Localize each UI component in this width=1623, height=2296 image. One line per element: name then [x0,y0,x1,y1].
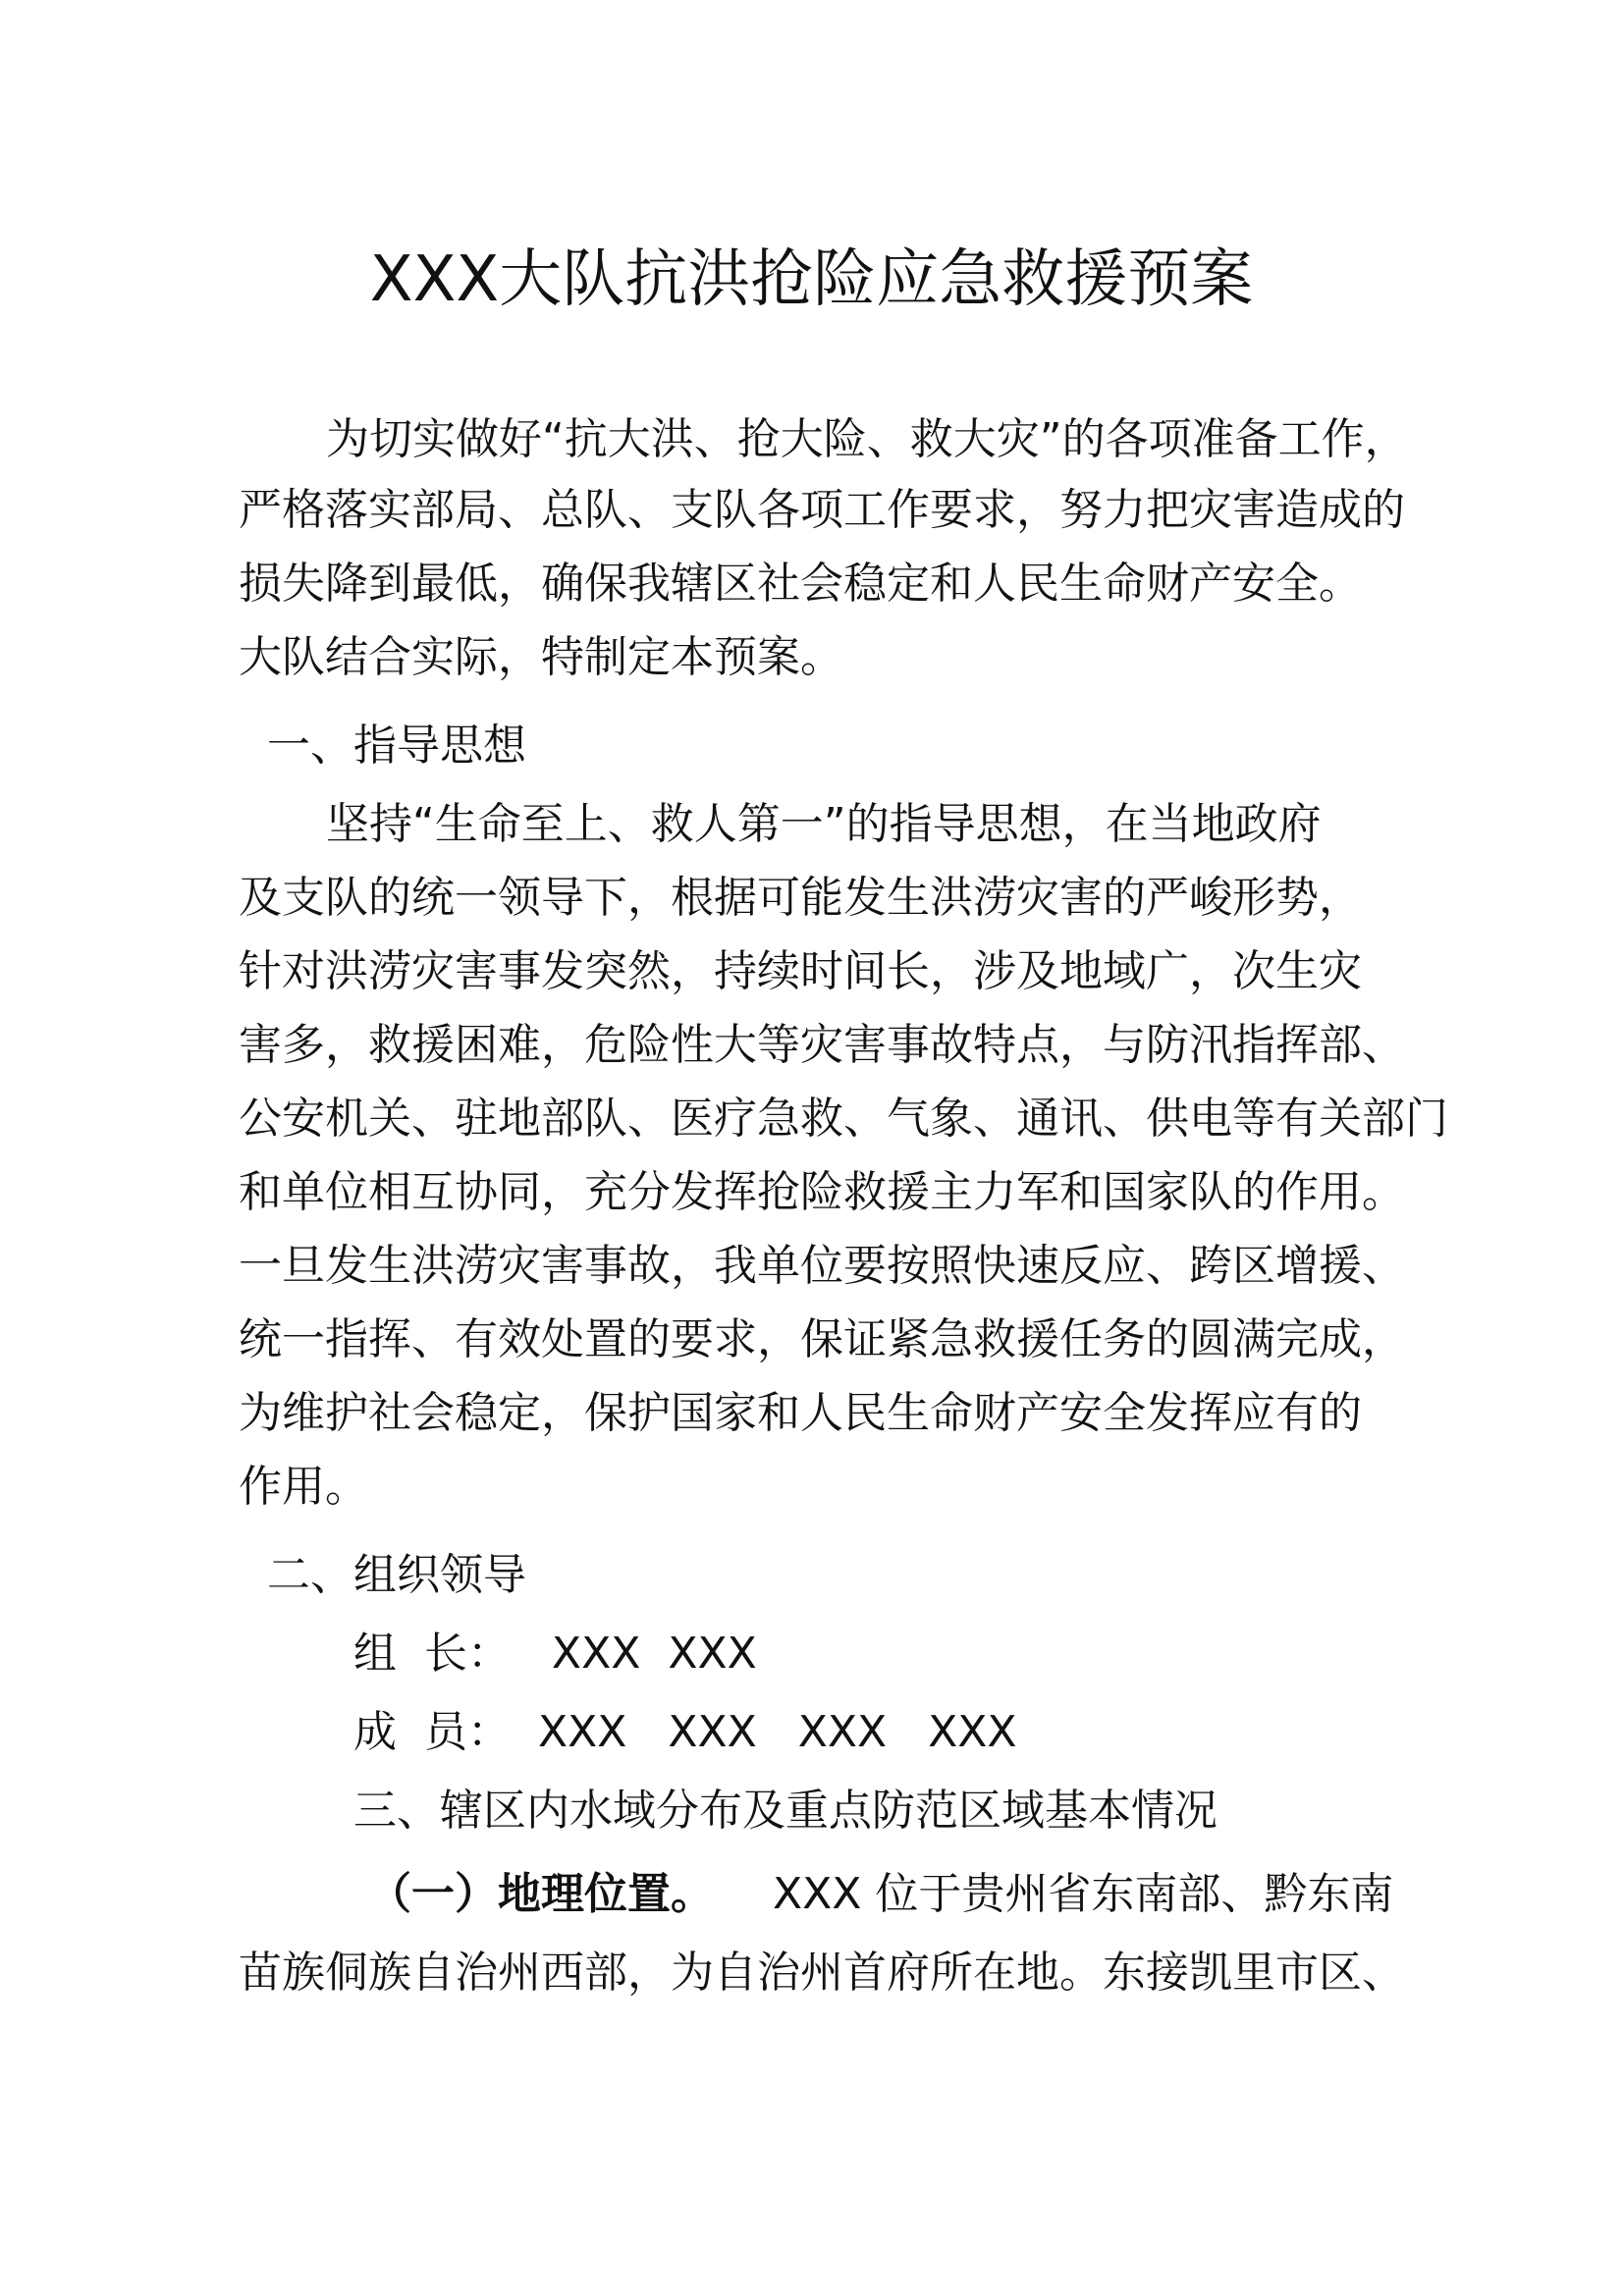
section1-line-6: 和单位相互协同，充分发挥抢险救援主力军和国家队的作用。 [239,1167,1405,1217]
section1-line-3: 针对洪涝灾害事发突然，持续时间长，涉及地域广，次生灾 [239,946,1362,996]
intro-line-1: 为切实做好“抗大洪、抢大险、救大灾”的各项准备工作， [326,414,1408,464]
section1-line-9: 为维护社会稳定，保护国家和人民生命财产安全发挥应有的 [239,1388,1362,1438]
section1-line-5: 公安机关、驻地部队、医疗急救、气象、通讯、供电等有关部门 [239,1094,1448,1144]
section3-line-2: 苗族侗族自治州西部，为自治州首府所在地。东接凯里市区、 [239,1948,1405,1998]
subsection-text: XXX 位于贵州省东南部、黔东南 [773,1869,1394,1919]
document-title: XXX大队抗洪抢险应急救援预案 [369,243,1254,316]
intro-line-4: 大队结合实际，特制定本预案。 [239,632,843,682]
section1-line-7: 一旦发生洪涝灾害事故，我单位要按照快速反应、跨区增援、 [239,1241,1405,1291]
subsection-label: （一）地理位置。 [368,1869,714,1919]
section1-line-1: 坚持“生命至上、救人第一”的指导思想，在当地政府 [326,799,1322,849]
section-heading-organization: 二、组织领导 [267,1550,526,1600]
section-heading-water-areas: 三、辖区内水域分布及重点防范区域基本情况 [353,1786,1217,1836]
intro-line-3: 损失降到最低，确保我辖区社会稳定和人民生命财产安全。 [239,559,1362,609]
leader-line: 组 长： XXX XXX [353,1629,757,1679]
subsection-geography [368,1865,1393,1924]
section1-line-2: 及支队的统一领导下，根据可能发生洪涝灾害的严峻形势， [239,873,1362,923]
members-line: 成 员： XXX XXX XXX XXX [353,1707,1017,1757]
section1-line-8: 统一指挥、有效处置的要求，保证紧急救援任务的圆满完成， [239,1314,1405,1364]
section-heading-guiding-thought: 一、指导思想 [267,721,526,771]
section1-line-10: 作用。 [239,1462,368,1512]
section1-line-4: 害多，救援困难，危险性大等灾害事故特点，与防汛指挥部、 [239,1020,1405,1070]
intro-line-2: 严格落实部局、总队、支队各项工作要求，努力把灾害造成的 [239,485,1405,535]
